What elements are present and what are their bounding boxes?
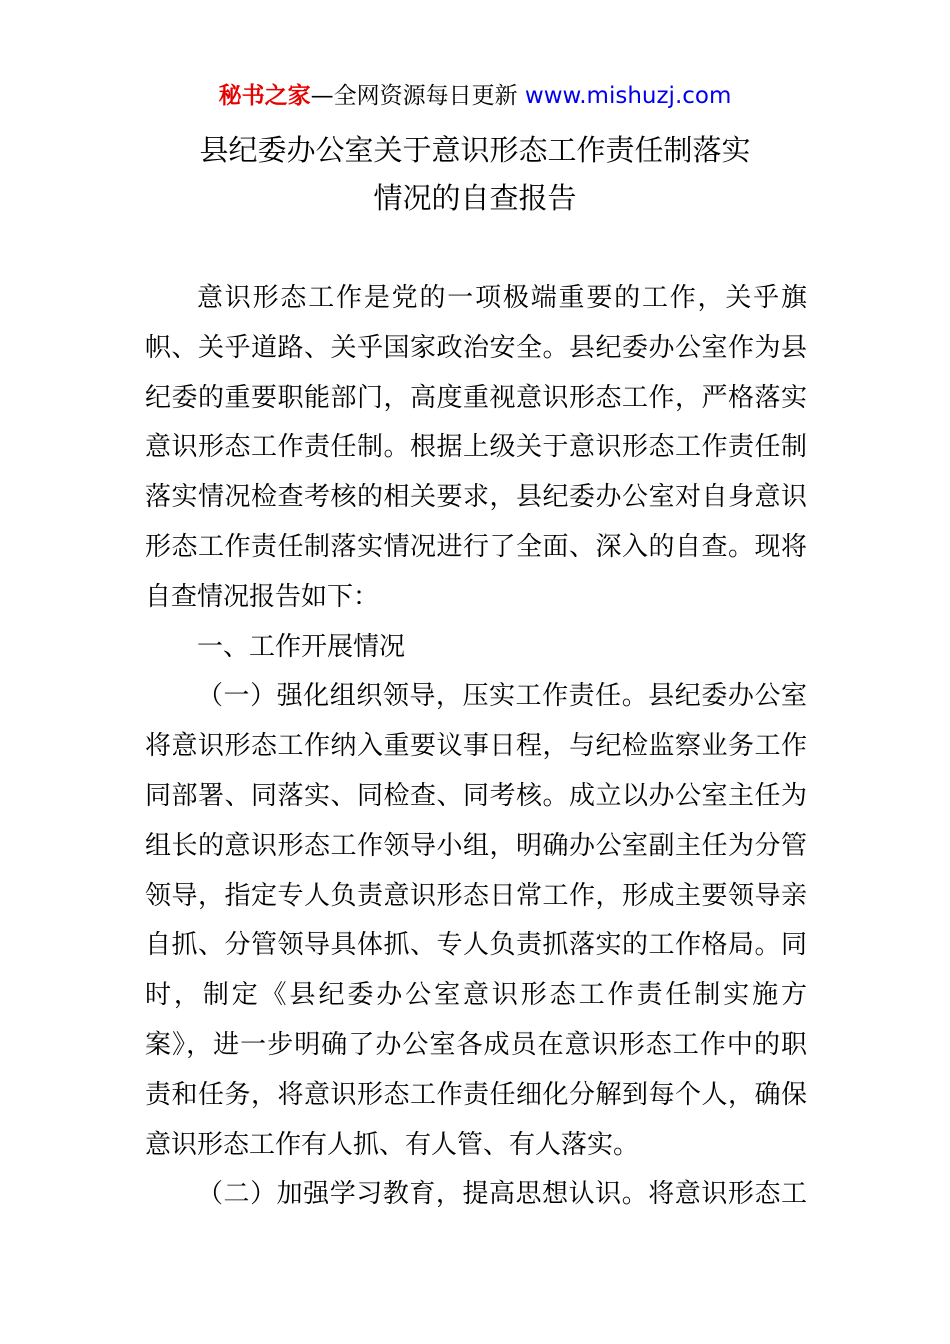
body-line: 案》，进一步明确了办公室各成员在意识形态工作中的职 (145, 1029, 807, 1060)
body-line: （二）加强学习教育，提高思想认识。将意识形态工 (197, 1179, 807, 1210)
body-line: 形态工作责任制落实情况进行了全面、深入的自查。现将 (145, 531, 807, 562)
body-line: 将意识形态工作纳入重要议事日程，与纪检监察业务工作 (145, 731, 807, 762)
brand-name: 秘书之家 (218, 83, 311, 109)
body-line: 时，制定《县纪委办公室意识形态工作责任制实施方 (145, 980, 807, 1011)
document-title-line-2: 情况的自查报告 (373, 181, 577, 215)
body-line: 同部署、同落实、同检查、同考核。成立以办公室主任为 (145, 780, 807, 811)
body-line: 自抓、分管领导具体抓、专人负责抓落实的工作格局。同 (145, 930, 807, 961)
document-title-line-1: 县纪委办公室关于意识形态工作责任制落实 (199, 133, 751, 167)
body-line: 帜、关乎道路、关乎国家政治安全。县纪委办公室作为县 (145, 332, 807, 363)
body-line: 领导，指定专人负责意识形态日常工作，形成主要领导亲 (145, 880, 807, 911)
site-header (0, 80, 950, 112)
body-line: 组长的意识形态工作领导小组，明确办公室副主任为分管 (145, 830, 807, 861)
body-line: 落实情况检查考核的相关要求，县纪委办公室对自身意识 (145, 482, 807, 513)
body-line: 纪委的重要职能部门，高度重视意识形态工作，严格落实 (145, 382, 807, 413)
body-line: 意识形态工作是党的一项极端重要的工作，关乎旗 (197, 283, 807, 313)
body-line: （一）强化组织领导，压实工作责任。县纪委办公室 (197, 681, 807, 712)
body-line: 自查情况报告如下： (145, 581, 380, 612)
header-tagline: —全网资源每日更新 (310, 83, 518, 109)
body-line: 责和任务，将意识形态工作责任细化分解到每个人，确保 (145, 1079, 807, 1110)
body-line: 意识形态工作有人抓、有人管、有人落实。 (145, 1129, 640, 1160)
section-heading: 一、工作开展情况 (197, 631, 406, 662)
site-url: www.mishuzj.com (524, 83, 732, 109)
document-body (145, 278, 807, 1224)
body-line: 意识形态工作责任制。根据上级关于意识形态工作责任制 (145, 432, 807, 463)
